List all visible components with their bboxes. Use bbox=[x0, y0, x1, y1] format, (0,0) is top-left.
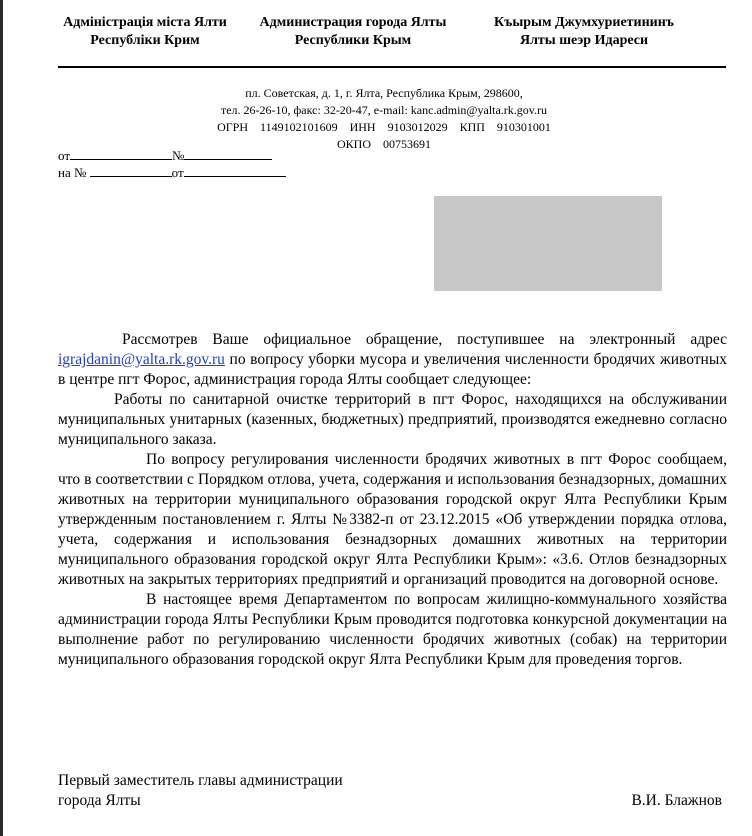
re-label: на № bbox=[58, 165, 87, 180]
paragraph-4: В настоящее время Департаментом по вопросам жилищно-коммунального хозяйства администрации города Ялты Республики Крым проводится подготовка конкурсной документации на выполнение работ по регулированию численности бродячих животных (собак) на территории муниципального образования городской округ Ялта Республики Крым для проведения торгов. bbox=[58, 591, 727, 668]
number-blank bbox=[184, 147, 272, 160]
contact-block bbox=[194, 85, 574, 153]
phone-line: тел. 26-26-10, факс: 32-20-47, e-mail: kanc.admin@yalta.rk.gov.ru bbox=[220, 103, 548, 117]
email-link[interactable]: igrajdanin@yalta.rk.gov.ru bbox=[58, 351, 225, 368]
signature-block bbox=[58, 771, 722, 811]
registration-line: ОГРН 1149102101609 ИНН 9103012029 КПП 910301001 bbox=[217, 120, 551, 134]
paragraph-1 bbox=[58, 330, 727, 390]
header-divider bbox=[58, 66, 726, 68]
paragraph-text: Рассмотрев Ваше официальное обращение, поступившее на электронный адрес bbox=[122, 331, 727, 348]
left-border bbox=[0, 0, 3, 836]
re-from-label: от bbox=[171, 165, 184, 180]
incoming-reference bbox=[58, 164, 286, 181]
signatory-position: Первый заместитель главы администрации bbox=[58, 772, 343, 789]
number-label: № bbox=[172, 148, 185, 163]
header-line: Адміністрація міста Ялти bbox=[63, 15, 227, 30]
outgoing-reference bbox=[58, 147, 286, 164]
from-label: от bbox=[58, 148, 71, 163]
address-line: пл. Советская, д. 1, г. Ялта, Республика Крым, 298600, bbox=[245, 86, 523, 100]
re-date-blank bbox=[184, 164, 286, 177]
signatory-position: города Ялты bbox=[58, 792, 141, 809]
header-line: Республіки Крим bbox=[90, 33, 200, 48]
header-russian bbox=[250, 14, 456, 50]
header-line: Республики Крым bbox=[294, 33, 412, 48]
paragraph-text: по вопросу уборки мусора и увеличения численности бродячих животных в центре пгт Форос, администрация города Ялты сообщает следующее: bbox=[58, 351, 727, 388]
header-crimean-tatar bbox=[484, 14, 684, 50]
header-line: Къырым Джумхуриетининъ bbox=[494, 15, 674, 30]
letter-body bbox=[58, 330, 727, 670]
reference-block bbox=[58, 147, 286, 181]
date-blank bbox=[70, 147, 172, 160]
redacted-address-block bbox=[434, 196, 662, 291]
re-number-blank bbox=[90, 164, 172, 177]
okpo-line: ОКПО 00753691 bbox=[336, 137, 431, 151]
header-line: Администрация города Ялты bbox=[259, 15, 447, 30]
signatory-name: В.И. Блажнов bbox=[631, 792, 722, 809]
paragraph-3: По вопросу регулирования численности бродячих животных в пгт Форос сообщаем, что в соответствии с Порядком отлова, учета, содержания и использования безнадзорных, домашних животных на территории муниципального образования городской округ Ялта Республики Крым утвержденным постановлением г. Ялты №3382-п от 23.12.2015 «Об утверждении порядка отлова, учета, содержания и использования безнадзорных домашних животных на территории муниципального образования городской округ Ялта Республики Крым»: «3.6. Отлов безнадзорных животных на закрытых территориях предприятий и организаций проводится на договорной основе. bbox=[58, 451, 727, 588]
header-line: Ялты шеэр Идареси bbox=[519, 33, 649, 48]
paragraph-2: Работы по санитарной очистке территорий в пгт Форос, находящихся на обслуживании муниципальных унитарных (казенных, бюджетных) предприятий, производятся ежедневно согласно муниципального заказа. bbox=[58, 391, 727, 448]
header-ukrainian bbox=[58, 14, 232, 50]
